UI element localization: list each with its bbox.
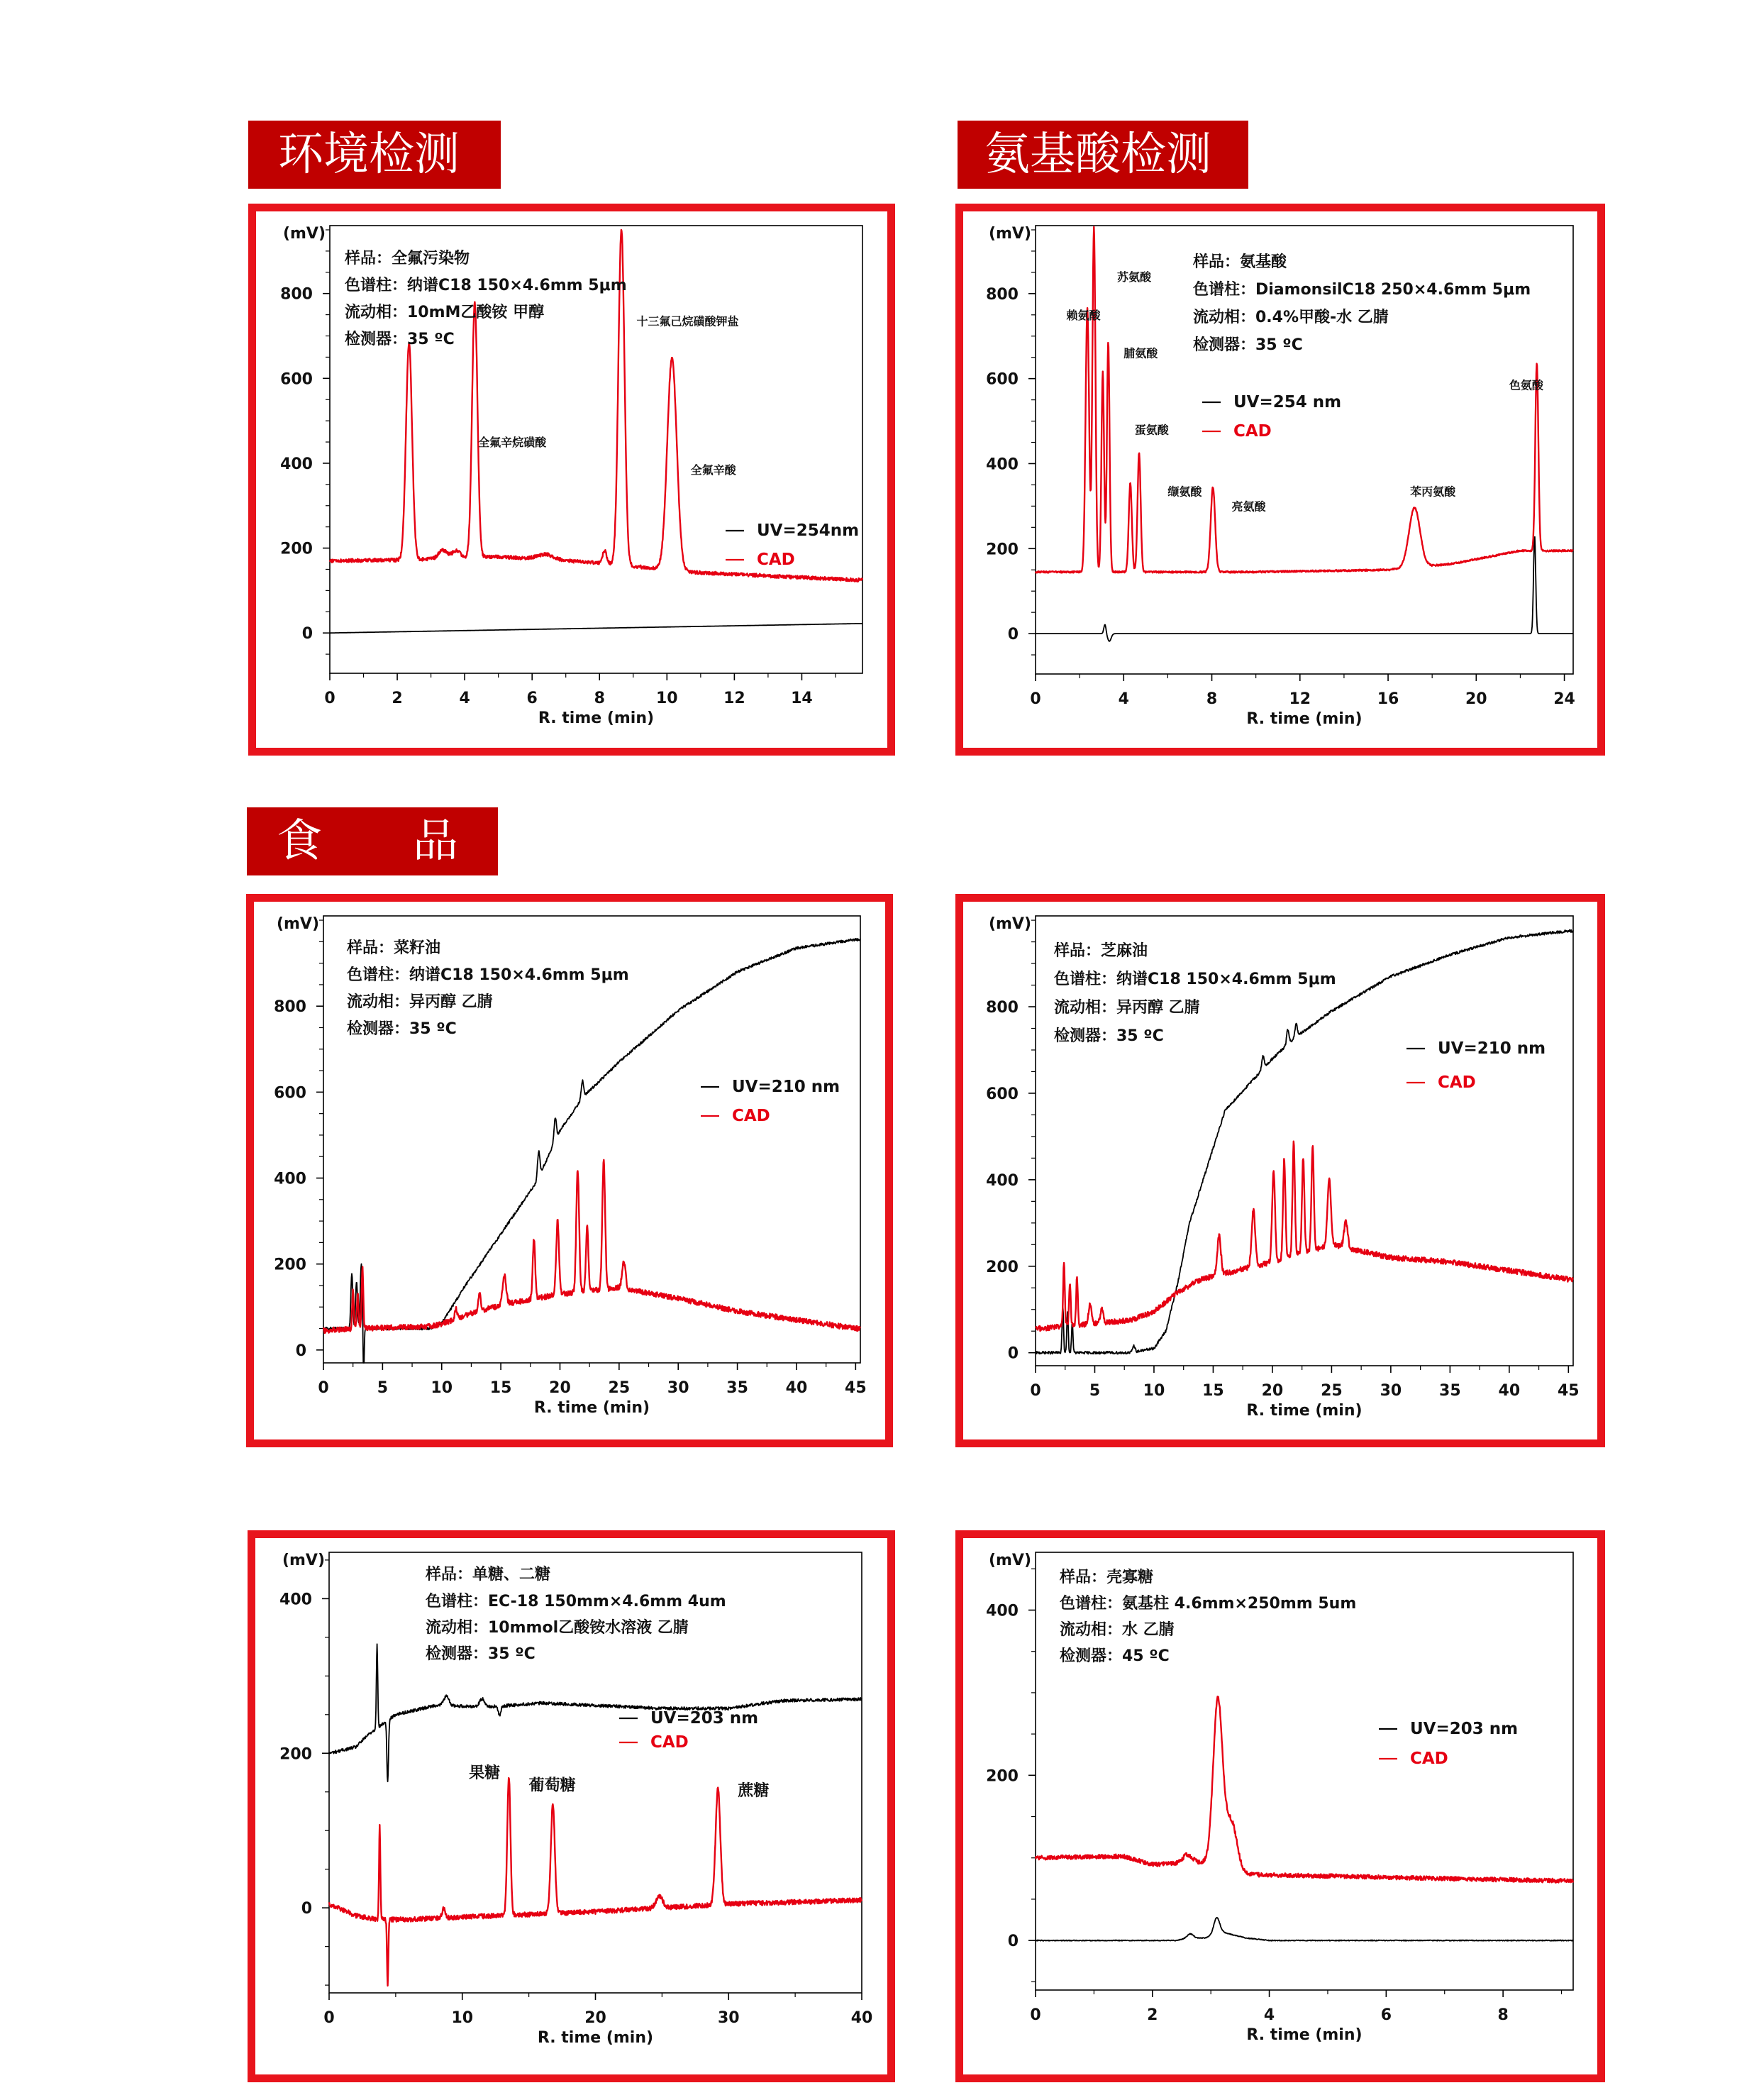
y-axis-unit: (mV) [988,1552,1031,1569]
legend-uv-label: UV=254nm [757,521,860,540]
legend-cad-label: CAD [1410,1750,1448,1768]
series-line-uv [1036,1918,1573,1941]
x-tick-label: 8 [1497,2006,1509,2024]
x-tick-label: 10 [431,1379,453,1397]
peak-label: 十三氟己烷磺酸钾盐 [636,314,739,328]
series-line-uv [1036,930,1573,1354]
x-tick-label: 20 [1261,1382,1284,1400]
chart-panel-chitosan [955,1530,1605,2082]
x-tick-label: 14 [791,690,813,707]
chart-sesame [963,902,1597,1439]
y-tick-label: 0 [1007,626,1019,644]
sample-info-line: 样品：壳寡糖 [1060,1569,1154,1586]
peak-label: 全氟辛酸 [690,463,736,477]
y-tick-label: 400 [274,1170,306,1188]
x-tick-label: 0 [1030,690,1041,708]
y-tick-label: 200 [280,540,313,558]
x-tick-label: 35 [1439,1382,1461,1400]
sample-info-line: 流动相：10mM乙酸铵 甲醇 [345,304,545,321]
peak-label: 葡萄糖 [528,1776,576,1795]
chart-rapeseed [254,902,885,1439]
sample-info-line: 色谱柱：纳谱C18 150×4.6mm 5μm [1054,971,1336,988]
y-tick-label: 200 [274,1256,306,1274]
legend-uv-label: UV=254 nm [1233,393,1342,411]
sample-info-line: 检测器：35 ºC [1054,1027,1164,1045]
sample-info-line: 色谱柱：纳谱C18 150×4.6mm 5μm [347,966,629,984]
chart-pfas [256,211,887,748]
sample-info-line: 色谱柱：DiamonsilC18 250×4.6mm 5μm [1193,281,1531,299]
x-tick-label: 15 [489,1379,512,1397]
series-line-uv [1036,537,1573,641]
x-tick-label: 8 [594,690,605,707]
x-axis-label: R. time (min) [537,2029,654,2047]
x-tick-label: 45 [845,1379,867,1397]
x-tick-label: 6 [526,690,538,707]
legend-cad-label: CAD [732,1107,770,1125]
x-tick-label: 4 [459,690,470,707]
peak-label: 色氨酸 [1509,378,1543,392]
peak-label: 果糖 [469,1764,501,1783]
sample-info-line: 样品：氨基酸 [1193,253,1287,271]
x-tick-label: 6 [1380,2006,1392,2024]
peak-label: 蛋氨酸 [1134,423,1169,437]
x-tick-label: 40 [850,2009,873,2027]
x-tick-label: 0 [323,2009,335,2027]
series-line-uv [329,1644,862,1781]
legend-uv-label: UV=210 nm [1438,1039,1546,1058]
y-tick-label: 0 [1007,1344,1019,1363]
x-tick-label: 45 [1558,1382,1580,1400]
x-tick-label: 20 [549,1379,571,1397]
y-tick-label: 800 [986,999,1019,1017]
x-tick-label: 35 [726,1379,748,1397]
legend-cad-label: CAD [1233,422,1272,441]
legend-cad-label: CAD [757,551,795,569]
sample-info-line: 流动相：10mmol乙酸铵水溶液 乙腈 [426,1619,689,1637]
series-line-cad [329,1778,862,1986]
y-tick-label: 600 [280,370,313,389]
sample-info-line: 流动相：异丙醇 乙腈 [347,993,493,1011]
peak-label: 苯丙氨酸 [1410,485,1456,499]
y-tick-label: 0 [301,625,313,643]
x-tick-label: 30 [717,2009,740,2027]
peak-label: 赖氨酸 [1066,308,1101,322]
y-tick-label: 800 [280,285,313,304]
y-axis-unit: (mV) [276,915,319,933]
y-tick-label: 400 [986,1602,1019,1620]
x-tick-label: 8 [1206,690,1218,708]
x-tick-label: 2 [1147,2006,1158,2024]
chart-panel-pfas [248,204,895,756]
x-tick-label: 4 [1118,690,1129,708]
x-axis-label: R. time (min) [1246,1402,1363,1420]
x-tick-label: 10 [451,2009,474,2027]
sample-info-line: 样品：菜籽油 [347,939,441,957]
legend-uv-label: UV=203 nm [650,1709,759,1728]
y-axis-unit: (mV) [988,915,1031,933]
peak-label: 苏氨酸 [1116,270,1151,284]
sample-info-line: 检测器：35 ºC [426,1645,536,1663]
x-tick-label: 0 [1030,2006,1041,2024]
y-tick-label: 200 [279,1745,312,1764]
x-tick-label: 0 [318,1379,329,1397]
x-tick-label: 25 [1321,1382,1343,1400]
y-tick-label: 600 [274,1084,306,1102]
peak-label: 全氟辛烷磺酸 [478,436,547,450]
series-line-uv [330,624,862,633]
x-tick-label: 2 [392,690,403,707]
section-header-environment: 环境检测 [248,121,501,189]
sample-info-line: 样品：全氟污染物 [345,250,470,267]
y-tick-label: 400 [986,455,1019,474]
x-tick-label: 10 [656,690,678,707]
y-tick-label: 600 [986,370,1019,389]
plot-frame [1036,1552,1573,1990]
x-tick-label: 24 [1553,690,1575,708]
chart-panel-amino [955,204,1605,756]
y-tick-label: 400 [279,1591,312,1609]
chart-panel-sesame [955,894,1605,1447]
y-tick-label: 200 [986,1767,1019,1786]
sample-info-line: 色谱柱：EC-18 150mm×4.6mm 4um [426,1593,726,1610]
x-tick-label: 12 [1289,690,1311,708]
y-tick-label: 800 [274,998,306,1017]
y-tick-label: 400 [986,1171,1019,1190]
x-tick-label: 16 [1377,690,1399,708]
y-tick-label: 200 [986,1258,1019,1276]
y-tick-label: 0 [301,1900,312,1918]
x-tick-label: 20 [1465,690,1487,708]
sample-info-line: 流动相：异丙醇 乙腈 [1054,999,1200,1017]
section-header-food: 食 品 [247,807,498,875]
x-tick-label: 40 [1498,1382,1521,1400]
x-tick-label: 0 [1030,1382,1041,1400]
sample-info-line: 样品：芝麻油 [1054,942,1148,960]
y-axis-unit: (mV) [988,225,1031,243]
legend-cad-label: CAD [650,1733,689,1752]
x-tick-label: 30 [667,1379,689,1397]
sample-info-line: 流动相：水 乙腈 [1060,1621,1175,1639]
sample-info-line: 检测器：45 ºC [1060,1647,1170,1665]
sample-info-line: 流动相：0.4%甲酸-水 乙腈 [1193,309,1389,326]
chart-panel-rapeseed [246,894,893,1447]
x-tick-label: 0 [324,690,335,707]
y-axis-unit: (mV) [282,1552,325,1569]
peak-label: 亮氨酸 [1231,499,1266,514]
legend-uv-label: UV=203 nm [1410,1720,1519,1738]
chart-amino [963,211,1597,748]
x-tick-label: 5 [377,1379,389,1397]
sample-info-line: 检测器：35 ºC [345,331,455,348]
x-tick-label: 40 [785,1379,808,1397]
x-axis-label: R. time (min) [538,709,655,727]
y-tick-label: 0 [1007,1933,1019,1951]
x-tick-label: 20 [584,2009,606,2027]
section-header-amino-acid: 氨基酸检测 [958,121,1248,189]
y-tick-label: 600 [986,1085,1019,1103]
sample-info-line: 检测器：35 ºC [1193,336,1303,354]
x-tick-label: 4 [1263,2006,1275,2024]
series-line-cad [323,1160,860,1333]
sample-info-line: 色谱柱：氨基柱 4.6mm×250mm 5um [1060,1595,1357,1613]
chart-panel-sugars [248,1530,895,2082]
chart-chitosan [963,1538,1597,2074]
x-tick-label: 12 [723,690,745,707]
x-tick-label: 5 [1089,1382,1101,1400]
x-axis-label: R. time (min) [533,1399,650,1417]
x-tick-label: 30 [1380,1382,1402,1400]
x-axis-label: R. time (min) [1246,710,1363,728]
sample-info-line: 样品：单糖、二糖 [426,1566,551,1584]
y-tick-label: 800 [986,285,1019,304]
x-axis-label: R. time (min) [1246,2026,1363,2044]
x-tick-label: 10 [1143,1382,1165,1400]
x-tick-label: 25 [608,1379,631,1397]
sample-info-line: 色谱柱：纳谱C18 150×4.6mm 5μm [345,277,627,294]
legend-uv-label: UV=210 nm [732,1078,840,1096]
y-tick-label: 200 [986,541,1019,559]
series-line-cad [1036,1142,1573,1331]
y-tick-label: 0 [295,1342,306,1360]
y-axis-unit: (mV) [282,225,326,243]
peak-label: 脯氨酸 [1123,346,1158,360]
peak-label: 缬氨酸 [1167,485,1202,499]
y-tick-label: 400 [280,455,313,473]
chart-sugars [255,1538,887,2074]
legend-cad-label: CAD [1438,1073,1476,1092]
peak-label: 蔗糖 [738,1782,770,1801]
sample-info-line: 检测器：35 ºC [347,1020,457,1038]
x-tick-label: 15 [1202,1382,1224,1400]
